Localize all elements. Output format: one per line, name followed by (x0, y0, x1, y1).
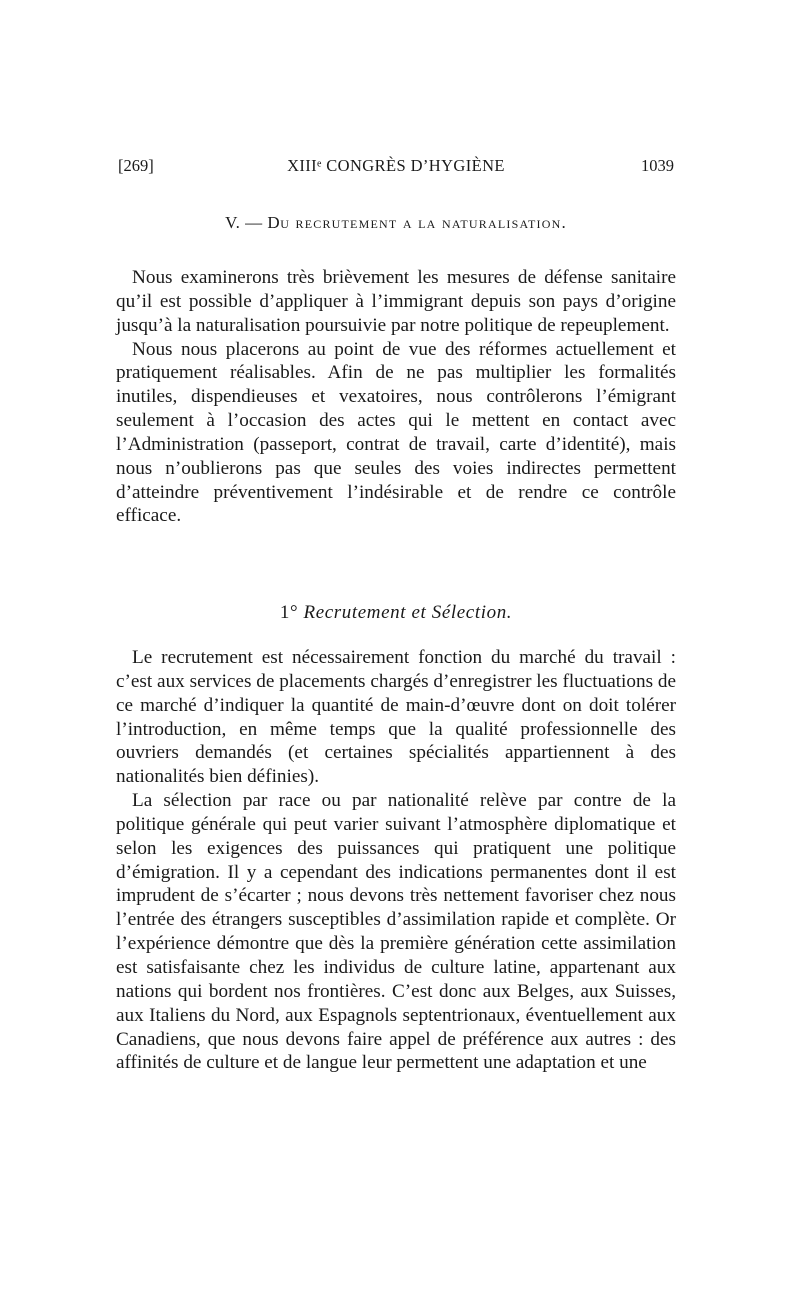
paragraph: La sélection par race ou par nationalité relève par contre de la politique générale qui peut varier suivant l’atmosphère diplomatique et selon les exigences des puissances qui pratiquent une politique d’émigration. Il y a cependant des indications permanentes dont il est imprudent de s’écarter ; nous devons très nettement favoriser chez nous l’entrée des étrangers susceptibles d’assimilation rapide et complète. Or l’expérience démontre que dès la première génération cette assimilation est satisfaisante chez les individus de culture latine, appartenant aux nations qui bordent nos frontières. C’est donc aux Belges, aux Suisses, aux Italiens du Nord, aux Espagnols septentrionaux, éventuellement aux Canadiens, que nous devons faire appel de préférence aux autres : des affinités de culture et de langue leur permettent une adaptation et une (116, 790, 676, 1074)
subsection-text-block (116, 646, 676, 1075)
subsection-title: Recrutement et Sélection. (303, 602, 513, 623)
paragraph: Nous nous placerons au point de vue des réformes actuellement et pratiquement réalisables. Afin de ne pas multiplier les formalités inutiles, dispendieuses et vexatoires, nous contrôlerons l’émigrant seulement à l’occasion des actes qui le mettent en contact avec l’Administration (passeport, contrat de travail, carte d’identité), mais nous n’oublierons pas que seules des voies indirectes permettent d’atteindre préventivement l’indésirable et de rendre ce contrôle efficace. (116, 338, 676, 527)
subsection-number: 1° (279, 602, 299, 623)
subsection-heading (116, 602, 676, 624)
section-title-text: u recrutement a la naturalisation. (280, 213, 567, 232)
paragraph: Nous examinerons très brièvement les mesures de défense sanitaire qu’il est possible d’appliquer à l’immigrant depuis son pays d’origine jusqu’à la naturalisation poursuivie par notre politique de repeuplement. (116, 267, 676, 336)
section-heading (118, 213, 674, 233)
running-head-title: XIIIᵉ CONGRÈS D’HYGIÈNE (287, 156, 505, 175)
section-numeral: V. — D (225, 213, 281, 232)
bracket-page-number: [269] (118, 156, 154, 175)
paragraph: Le recrutement est nécessairement fonction du marché du travail : c’est aux services de placements chargés d’enregistrer les fluctuations de ce marché d’indiquer la quantité de main-d’œuvre dont on doit tolérer l’introduction, en même temps que la qualité professionnelle des ouvriers demandés (et certaines spécialités appartiennent à des nationalités bien définies). (116, 647, 676, 788)
intro-text-block (116, 266, 676, 528)
page-number: 1039 (641, 156, 674, 175)
running-head (118, 156, 674, 180)
